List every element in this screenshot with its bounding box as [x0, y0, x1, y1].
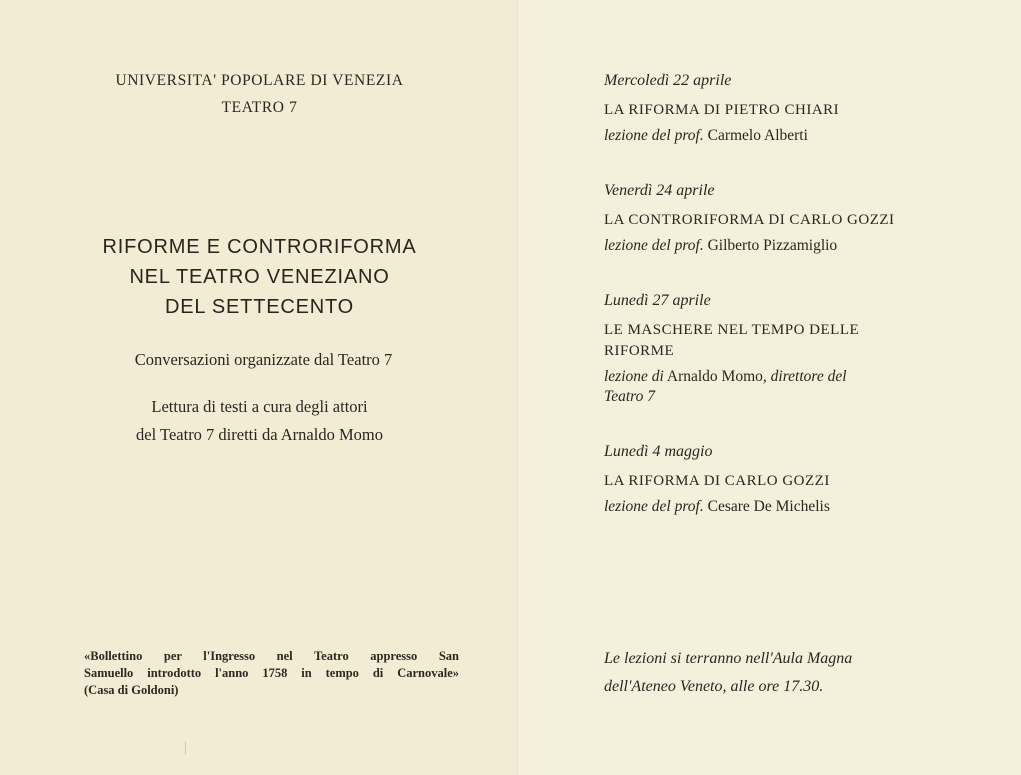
caption-line-1: «Bollettino per l'Ingresso nel Teatro appresso San [84, 649, 459, 663]
lecture-speaker [604, 236, 924, 256]
lecture-date: Venerdì 24 aprile [604, 182, 715, 199]
lecture-title: LA RIFORMA DI PIETRO CHIARI [604, 102, 840, 118]
speaker-role: direttore del Teatro 7 [604, 368, 847, 405]
lecture-title: LA RIFORMA DI CARLO GOZZI [604, 473, 830, 489]
speaker-prefix: lezione del prof. [604, 237, 704, 254]
speaker-prefix: lezione del prof. [604, 127, 704, 144]
header-institution: UNIVERSITA' POPOLARE DI VENEZIA [115, 72, 404, 89]
speaker-name: Gilberto Pizzamiglio [707, 237, 838, 254]
lecture-entry [604, 443, 924, 517]
lecture-speaker [604, 126, 924, 146]
paper-mark [185, 742, 186, 754]
lecture-speaker [604, 497, 924, 517]
title-line-2: NEL TEATRO VENEZIANO [129, 266, 390, 288]
title-line-3: DEL SETTECENTO [164, 296, 354, 318]
lecture-date: Mercoledì 22 aprile [604, 72, 732, 89]
venue-line-2: dell'Ateneo Veneto, alle ore 17.30. [604, 678, 824, 695]
venue-line-1: Le lezioni si terranno nell'Aula Magna [604, 650, 853, 667]
reading-line-1: Lettura di testi a cura degli attori [151, 397, 368, 416]
caption-line-2: Samuello introdotto l'anno 1758 in tempo di Carnovale» [84, 666, 459, 680]
lecture-date: Lunedì 4 maggio [604, 443, 713, 460]
speaker-name: Arnaldo Momo, [666, 368, 767, 385]
lecture-entry [604, 292, 924, 407]
header-theatre: TEATRO 7 [221, 99, 298, 116]
lecture-date: Lunedì 27 aprile [604, 292, 711, 309]
lecture-entry [604, 182, 924, 256]
speaker-name: Cesare De Michelis [707, 498, 830, 515]
speaker-name: Carmelo Alberti [707, 127, 808, 144]
lecture-speaker [604, 367, 889, 407]
lecture-entry [604, 72, 924, 146]
subtitle-conversations: Conversazioni organizzate dal Teatro 7 [134, 350, 393, 369]
title-line-1: RIFORME E CONTRORIFORMA [102, 236, 417, 258]
speaker-prefix: lezione del prof. [604, 498, 704, 515]
lecture-title: LA CONTRORIFORMA DI CARLO GOZZI [604, 212, 895, 228]
lecture-title: LE MASCHERE NEL TEMPO DELLE RIFORME [604, 322, 860, 359]
reading-line-2: del Teatro 7 diretti da Arnaldo Momo [136, 425, 383, 444]
speaker-prefix: lezione di [604, 368, 664, 385]
caption-line-3: (Casa di Goldoni) [84, 683, 179, 697]
